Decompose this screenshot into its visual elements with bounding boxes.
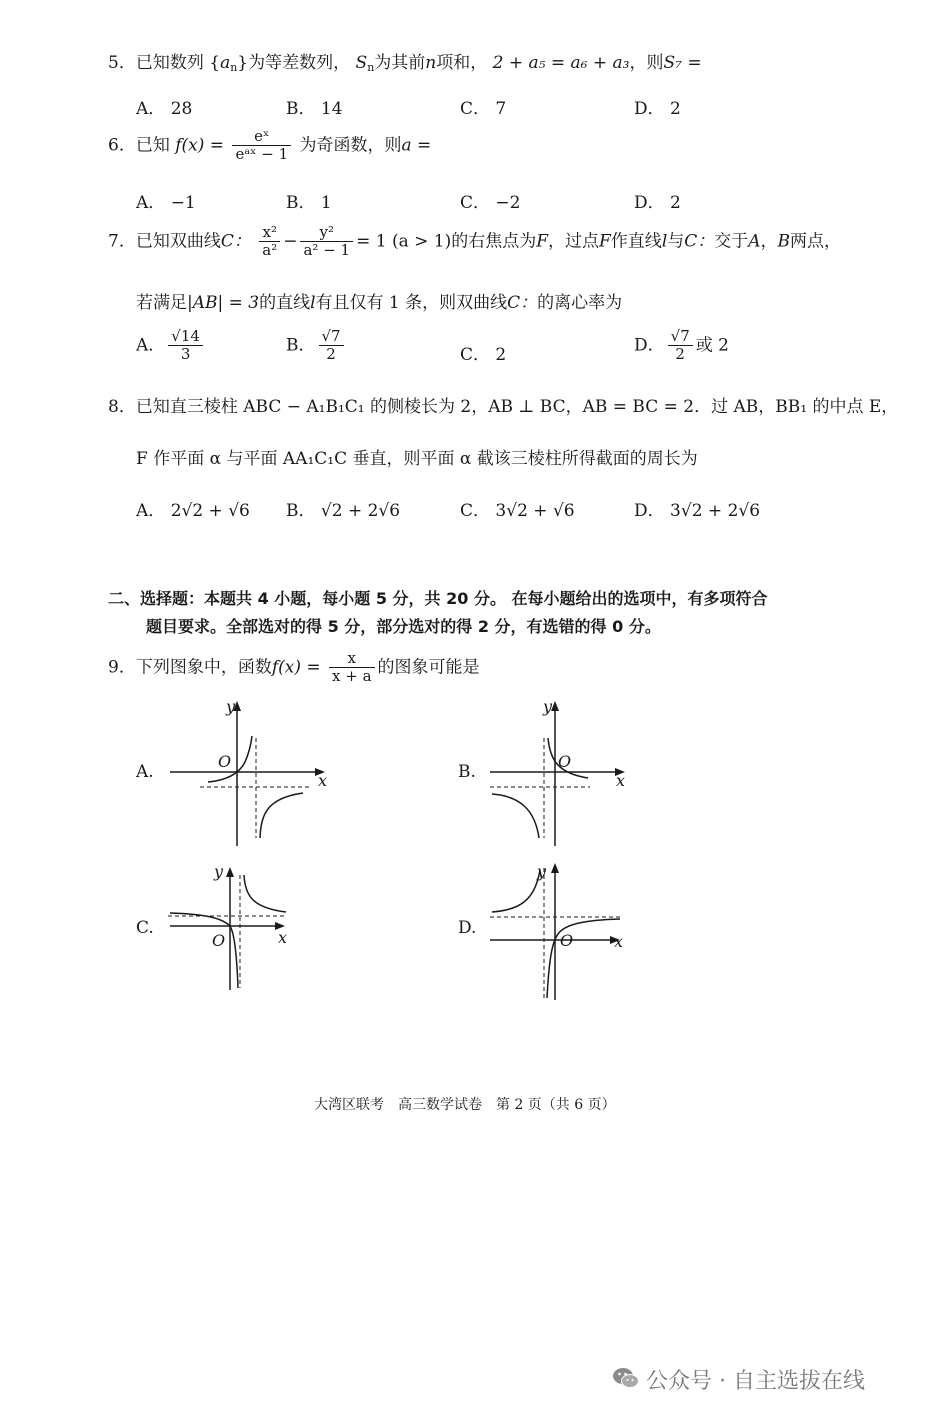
section-2-instructions: 题目要求。全部选对的得 5 分，部分选对的得 2 分，有选错的得 0 分。	[146, 617, 661, 636]
q8-option-a[interactable]: A． 2√2 + √6	[136, 501, 250, 521]
q6-option-d[interactable]: D． 2	[634, 193, 681, 213]
question-8-line2: F 作平面 α 与平面 AA₁C₁C 垂直，则平面 α 截该三棱柱所得截面的周长为	[136, 449, 698, 469]
fraction-y: $\frac{\text{y²}}{\text{a² − 1}}$	[300, 224, 353, 260]
question-8-line1: 8．已知直三棱柱 ABC − A₁B₁C₁ 的侧棱长为 2，AB ⊥ BC，AB = BC = 2．过 AB，BB₁ 的中点 E，	[108, 397, 899, 417]
q6-option-b[interactable]: B． 1	[286, 193, 332, 213]
graph-d-origin-label: O	[560, 931, 574, 950]
graph-a-y-label: y	[226, 697, 236, 716]
graph-b-x-label: x	[616, 771, 626, 790]
q9-option-b-label[interactable]: B.	[458, 762, 476, 782]
q7-option-c[interactable]: C． 2	[460, 345, 507, 365]
graph-a-x-label: x	[318, 771, 328, 790]
question-number: 5．	[108, 53, 136, 73]
q9-graph-a[interactable]	[160, 698, 340, 848]
graph-c-origin-label: O	[212, 931, 226, 950]
q9-option-d-label[interactable]: D.	[458, 918, 477, 938]
fraction-x: $\frac{\text{x²}}{\text{a²}}$	[259, 224, 280, 260]
q5-option-c[interactable]: C． 7	[460, 99, 507, 119]
q9-option-a-label[interactable]: A.	[136, 762, 154, 782]
q8-option-c[interactable]: C． 3√2 + √6	[460, 501, 575, 521]
q5-option-a[interactable]: A． 28	[136, 99, 193, 119]
fraction: $\frac{x}{x + a}$	[329, 650, 375, 686]
q6-option-a[interactable]: A． −1	[136, 193, 196, 213]
question-6-stem: 6．已知 f(x) = $\frac{\text{eˣ}}{\text{eᵃˣ − 1}}$ 为奇函数，则a =	[108, 127, 432, 164]
graph-d-x-label: x	[614, 932, 624, 951]
q8-option-d[interactable]: D． 3√2 + 2√6	[634, 501, 761, 521]
q7-option-b[interactable]: B． $\frac{√7}{2}$	[286, 328, 347, 364]
q9-graph-c[interactable]	[160, 860, 340, 1010]
question-5-stem: 5．已知数列 $\{a_n\}$为等差数列， $S_n$为其前n项和， 2 + a₅ = a₆ + a₃，则S₇ =	[108, 53, 702, 74]
question-7-stem: 7．已知双曲线C： $\frac{\text{x²}}{\text{a²}}$ − $\frac{\text{y²}}{\text{a² − 1}}$ = 1 (a > 1)的右焦点为F，过点F作直线l与C：交于A，B两点，	[108, 223, 842, 260]
q5-option-b[interactable]: B． 14	[286, 99, 343, 119]
graph-a-origin-label: O	[218, 752, 232, 771]
wechat-icon	[612, 1366, 640, 1390]
question-number: 7．	[108, 231, 136, 252]
question-number: 6．	[108, 135, 136, 156]
q8-option-b[interactable]: B． √2 + 2√6	[286, 501, 401, 521]
graph-c-x-label: x	[278, 928, 288, 947]
condition-expr: 2 + a₅ = a₆ + a₃	[492, 53, 630, 73]
section-2-heading: 二、选择题：本题共 4 小题，每小题 5 分，共 20 分。 在每小题给出的选项中，有多项符合	[108, 589, 768, 608]
fraction: $\frac{\text{eˣ}}{\text{eᵃˣ − 1}}$	[232, 128, 291, 164]
q7-option-a[interactable]: A． $\frac{√14}{3}$	[136, 328, 206, 364]
watermark-text: 公众号 · 自主选拔在线	[646, 1369, 865, 1394]
q9-graph-b[interactable]	[480, 698, 660, 848]
question-9-stem: 9．下列图象中，函数f(x) = $\frac{x}{x + a}$ 的图象可能是	[108, 649, 480, 686]
q5-option-d[interactable]: D． 2	[634, 99, 681, 119]
q7-option-d[interactable]: D． $\frac{√7}{2}$ 或 2	[634, 327, 729, 364]
graph-b-y-label: y	[543, 697, 553, 716]
graph-c-y-label: y	[214, 862, 224, 881]
q6-option-c[interactable]: C． −2	[460, 193, 521, 213]
graph-b-origin-label: O	[558, 752, 572, 771]
question-7-line2: 若满足|AB| = 3的直线l有且仅有 1 条，则双曲线C：的离心率为	[136, 293, 623, 313]
sequence-brace: $\{a_n\}$	[209, 53, 249, 74]
q9-option-c-label[interactable]: C.	[136, 918, 154, 938]
page-footer: 大湾区联考 高三数学试卷 第 2 页（共 6 页）	[314, 1097, 616, 1113]
graph-d-y-label: y	[537, 862, 547, 881]
